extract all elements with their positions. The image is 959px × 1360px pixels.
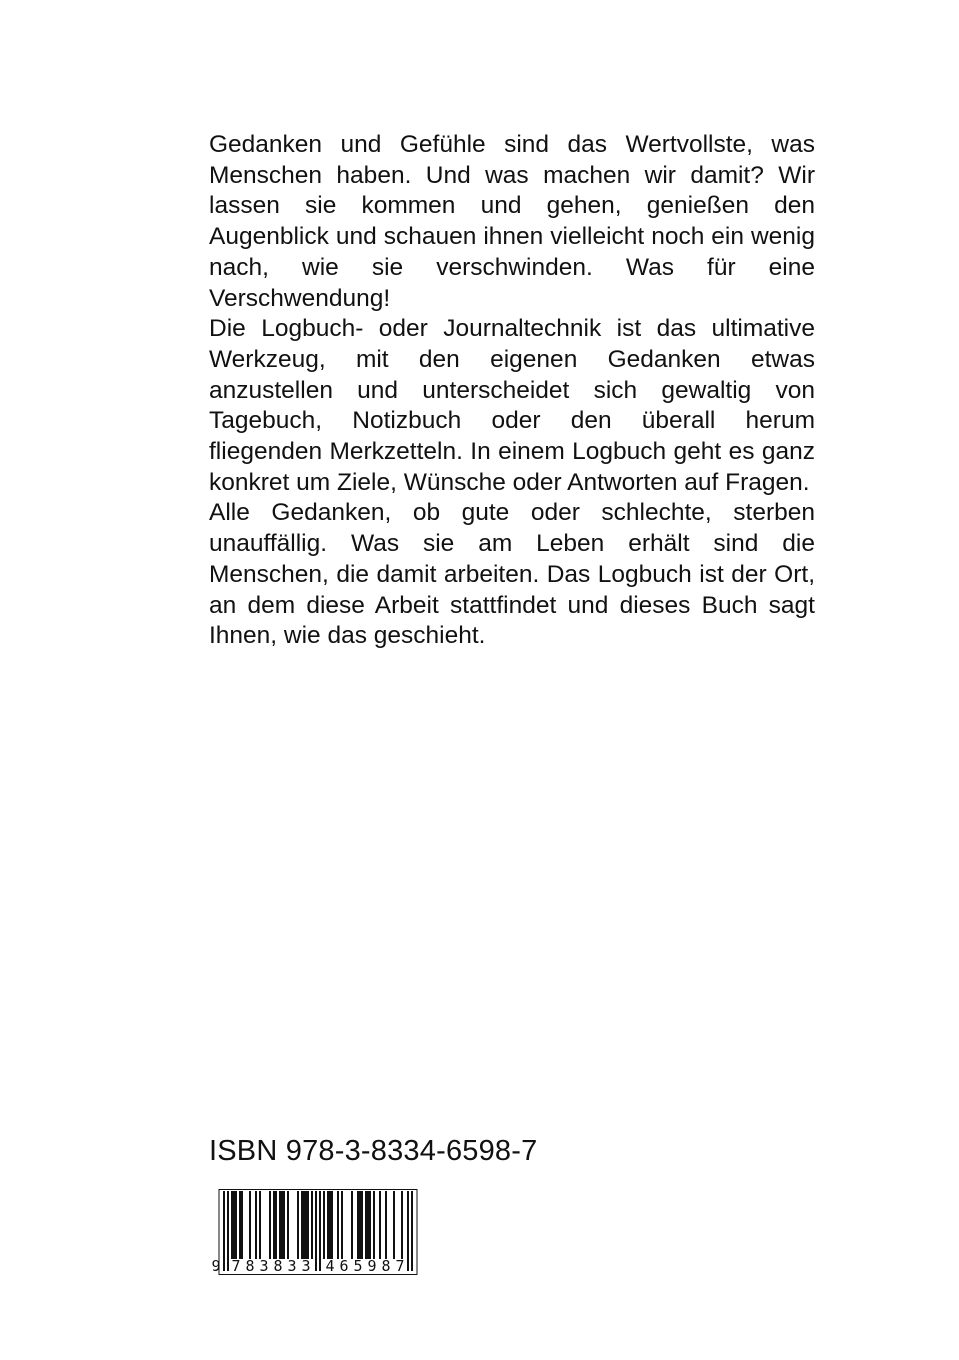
barcode-bar bbox=[331, 1191, 333, 1259]
barcode-bar bbox=[351, 1191, 353, 1259]
barcode-bar bbox=[341, 1191, 343, 1259]
barcode-bar bbox=[269, 1191, 271, 1259]
blurb-paragraph-1: Gedanken und Gefühle sind das Wertvollste, was Menschen haben. Und was machen wir damit? Wir lassen sie kommen und gehen, genießen den Augenblick und schauen ihnen vielleicht noch ein wenig nach, wie sie verschwinden. Was für eine Verschwendung! bbox=[209, 131, 815, 312]
barcode-digit-11: 8 bbox=[381, 1257, 391, 1275]
barcode-guard-bar bbox=[315, 1191, 317, 1271]
barcode-bar bbox=[249, 1191, 251, 1259]
barcode-bar bbox=[327, 1191, 329, 1259]
barcode-bar bbox=[385, 1191, 387, 1259]
blurb-paragraph-3: Alle Gedanken, ob gute oder schlechte, sterben unauffällig. Was sie am Leben erhält sind die Menschen, die damit arbeiten. Das Logbuch ist der Ort, an dem diese Arbeit stattfindet und dieses Buch sagt Ihnen, wie das geschieht. bbox=[209, 499, 815, 650]
isbn-block bbox=[209, 1133, 549, 1169]
isbn-barcode bbox=[211, 1189, 431, 1275]
barcode-digit-0: 9 bbox=[211, 1257, 221, 1275]
barcode-bar bbox=[359, 1191, 361, 1259]
barcode-guard-bar bbox=[227, 1191, 229, 1271]
barcode-bar bbox=[311, 1191, 313, 1259]
barcode-bar bbox=[281, 1191, 283, 1259]
barcode-bar bbox=[401, 1191, 403, 1259]
barcode-bar bbox=[283, 1191, 285, 1259]
barcode-digit-4: 8 bbox=[273, 1257, 283, 1275]
barcode-guard-bar bbox=[223, 1191, 225, 1271]
barcode-digit-3: 3 bbox=[259, 1257, 269, 1275]
isbn-label: ISBN 978-3-8334-6598-7 bbox=[209, 1135, 538, 1167]
barcode-digit-1: 7 bbox=[231, 1257, 241, 1275]
barcode-bar bbox=[275, 1191, 277, 1259]
barcode-bar bbox=[305, 1191, 307, 1259]
barcode-digit-6: 3 bbox=[301, 1257, 311, 1275]
barcode-bar bbox=[307, 1191, 309, 1259]
barcode-bar bbox=[241, 1191, 243, 1259]
barcode-bar bbox=[361, 1191, 363, 1259]
barcode-bar bbox=[255, 1191, 257, 1259]
barcode-bar bbox=[369, 1191, 371, 1259]
barcode-digit-10: 9 bbox=[367, 1257, 377, 1275]
barcode-bar bbox=[233, 1191, 235, 1259]
barcode-bar bbox=[357, 1191, 359, 1259]
barcode-bar bbox=[373, 1191, 375, 1259]
barcode-bar bbox=[329, 1191, 331, 1259]
barcode-digit-8: 6 bbox=[339, 1257, 349, 1275]
barcode-bar bbox=[239, 1191, 241, 1259]
barcode-digit-9: 5 bbox=[353, 1257, 363, 1275]
barcode-bar bbox=[301, 1191, 303, 1259]
barcode-guard-bar bbox=[411, 1191, 413, 1271]
barcode-digit-5: 3 bbox=[287, 1257, 297, 1275]
barcode-bar bbox=[379, 1191, 381, 1259]
barcode-bar bbox=[235, 1191, 237, 1259]
barcode-digit-7: 4 bbox=[325, 1257, 335, 1275]
barcode-digit-2: 8 bbox=[245, 1257, 255, 1275]
barcode-guard-bar bbox=[319, 1191, 321, 1271]
barcode-bar bbox=[367, 1191, 369, 1259]
barcode-bar bbox=[273, 1191, 275, 1259]
barcode-bar bbox=[279, 1191, 281, 1259]
barcode-bar bbox=[231, 1191, 233, 1259]
barcode-bar bbox=[337, 1191, 339, 1259]
blurb-paragraph-2: Die Logbuch- oder Journaltechnik ist das ultimative Werkzeug, mit den eigenen Gedanken etwas anzustellen und unterscheidet sich gewaltig von Tagebuch, Notizbuch oder den überall herum fliegenden Merkzetteln. In einem Logbuch geht es ganz konkret um Ziele, Wünsche oder Antworten auf Fragen. bbox=[209, 315, 815, 496]
barcode-bar bbox=[323, 1191, 325, 1259]
barcode-bar bbox=[393, 1191, 395, 1259]
back-cover-blurb bbox=[209, 130, 815, 652]
barcode-digit-12: 7 bbox=[395, 1257, 405, 1275]
barcode-bar bbox=[259, 1191, 261, 1259]
barcode-bar bbox=[297, 1191, 299, 1259]
barcode-bar bbox=[287, 1191, 289, 1259]
barcode-bar bbox=[365, 1191, 367, 1259]
barcode-bar bbox=[303, 1191, 305, 1259]
barcode-guard-bar bbox=[407, 1191, 409, 1271]
